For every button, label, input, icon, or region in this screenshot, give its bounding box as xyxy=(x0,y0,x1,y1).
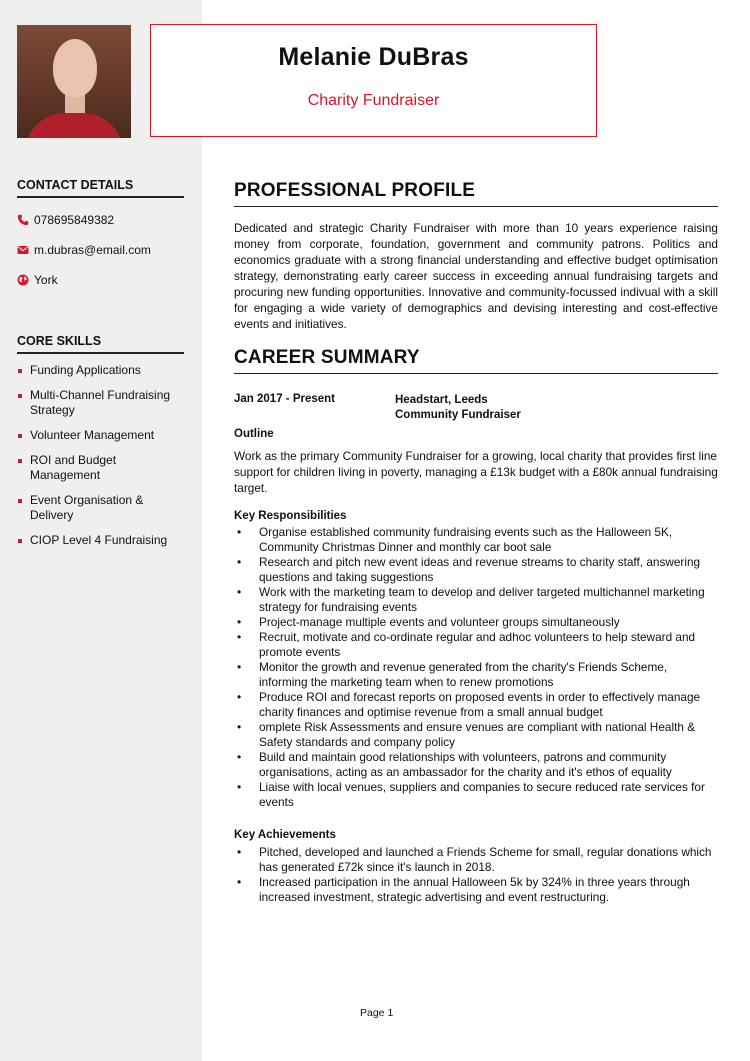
achievements-heading: Key Achievements xyxy=(234,829,336,841)
contact-email-value[interactable]: m.dubras@email.com xyxy=(34,243,151,257)
skill-item: Event Organisation & Delivery xyxy=(17,493,187,523)
job-employer xyxy=(395,393,521,423)
list-item: • Project-manage multiple events and volunteer groups simultaneously xyxy=(234,615,718,630)
list-item: • Increased participation in the annual Halloween 5k by 324% in three years through increased investment, strategic advertising and event restructuring. xyxy=(234,875,718,905)
photo-face xyxy=(53,39,97,97)
skills-list xyxy=(17,363,187,558)
list-item: • Recruit, motivate and co-ordinate regular and adhoc volunteers to help steward and promote events xyxy=(234,630,718,660)
list-item: • Research and pitch new event ideas and revenue streams to charity staff, answering questions and taking suggestions xyxy=(234,555,718,585)
page-number: Page 1 xyxy=(360,1007,394,1019)
contact-phone-value: 07869584938​2 xyxy=(34,213,115,227)
job-position: Community Fundraiser xyxy=(395,409,521,421)
job-date: Jan 2017 - Present xyxy=(234,393,336,405)
contact-heading: CONTACT DETAILS xyxy=(17,178,184,198)
responsibilities-heading: Key Responsibilities xyxy=(234,510,347,522)
skill-item: ROI and Budget Management xyxy=(17,453,187,483)
header-box xyxy=(150,24,597,137)
photo-shirt xyxy=(25,113,123,138)
profile-photo xyxy=(17,25,131,138)
skills-heading: CORE SKILLS xyxy=(17,334,184,354)
career-heading: CAREER SUMMARY xyxy=(234,347,718,374)
list-item: • Work with the marketing team to develop and deliver targeted multichannel marketing strategy for fundraising events xyxy=(234,585,718,615)
candidate-title: Charity Fundraiser xyxy=(307,92,440,109)
contact-email xyxy=(17,243,151,257)
list-item: • Produce ROI and forecast reports on proposed events in order to effectively manage charity finances and optimise revenue from a small annual budget xyxy=(234,690,718,720)
skill-item: Volunteer Management xyxy=(17,428,187,443)
email-icon xyxy=(17,244,29,256)
globe-icon xyxy=(17,274,29,286)
profile-heading: PROFESSIONAL PROFILE xyxy=(234,180,718,207)
contact-location xyxy=(17,273,58,287)
skill-item: CIOP Level 4 Fundraising xyxy=(17,533,187,548)
job-company: Headstart, Leeds xyxy=(395,394,488,406)
contact-location-value: York xyxy=(34,273,58,287)
skill-item: Multi-Channel Fundraising Strategy xyxy=(17,388,187,418)
contact-phone xyxy=(17,213,114,227)
candidate-name: Melanie DuBras xyxy=(278,43,469,71)
list-item: • Organise established community fundraising events such as the Halloween 5K, Community Christmas Dinner and monthly car boot sale xyxy=(234,525,718,555)
responsibilities-list xyxy=(234,525,718,810)
profile-text: Dedicated and strategic Charity Fundraiser with more than 10 years experience raising money from corporate, foundation, government and community patrons. Politics and economics graduate with a strong financial understanding and effective budget optimisation strategy, demonstrating early career success in exceeding annual fundraising targets and procuring new funding opportunities. Innovative and community-focussed indivual with a skill for engaging a wide variety of demographics and devising interesting and cost-effective events and initiatives. xyxy=(234,221,718,331)
outline-heading: Outline xyxy=(234,428,274,440)
list-item: • Pitched, developed and launched a Friends Scheme for small, regular donations which has generated £72k since it's launch in 2018. xyxy=(234,845,718,875)
list-item: • Monitor the growth and revenue generated from the charity's Friends Scheme, informing the marketing team when to renew promotions xyxy=(234,660,718,690)
list-item: • Build and maintain good relationships with volunteers, patrons and community organisations, acting as an ambassador for the charity and it's ethos of equality xyxy=(234,750,718,780)
skill-item: Funding Applications xyxy=(17,363,187,378)
list-item: • omplete Risk Assessments and ensure venues are compliant with national Health & Safety standards and company policy xyxy=(234,720,718,750)
phone-icon xyxy=(17,214,29,226)
outline-text: Work as the primary Community Fundraiser for a growing, local charity that provides first line support for children living in poverty, managing a £13k budget with a £80k annual fundraising target. xyxy=(234,449,718,495)
list-item: • Liaise with local venues, suppliers and companies to secure reduced rate services for events xyxy=(234,780,718,810)
achievements-list xyxy=(234,845,718,905)
